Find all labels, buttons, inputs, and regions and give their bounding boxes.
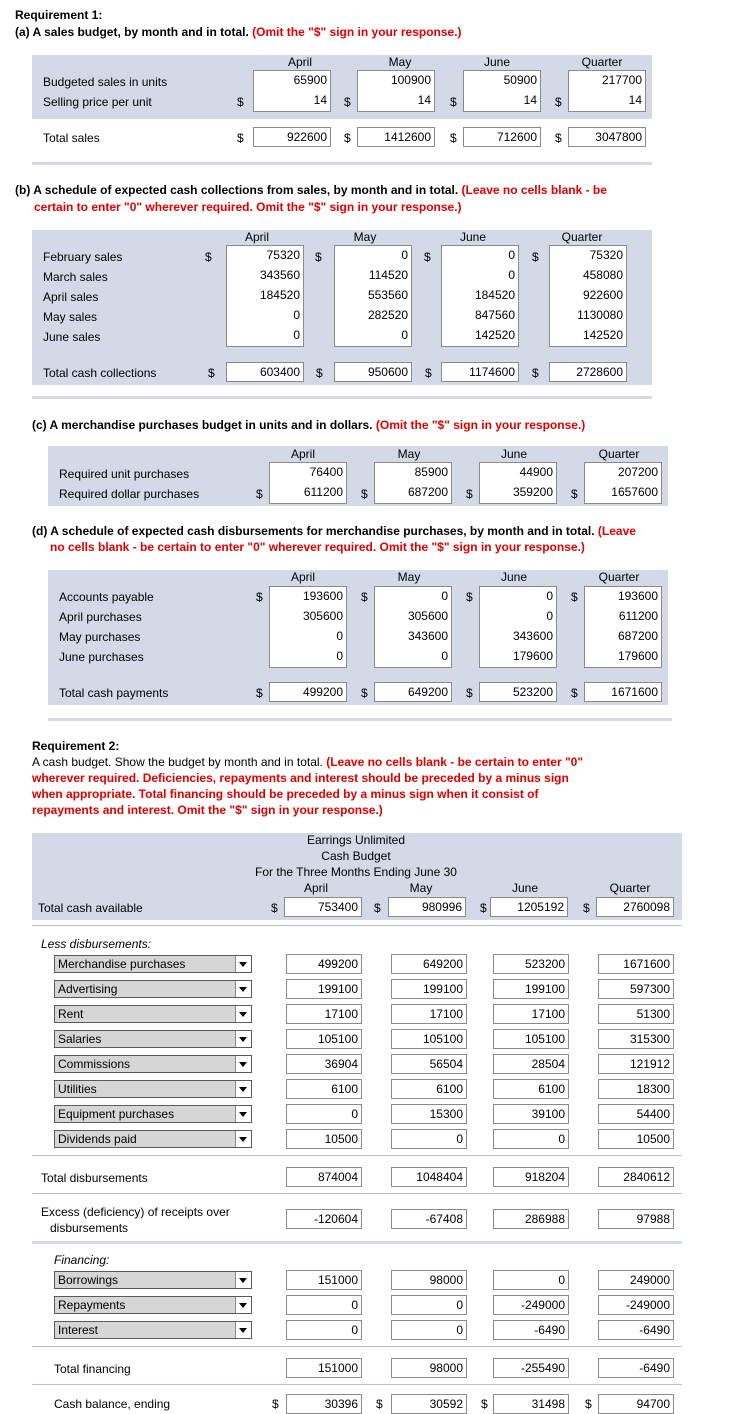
- col-may: May: [388, 55, 412, 69]
- dollar-sign: $: [424, 250, 431, 264]
- collections-row-label: March sales: [43, 270, 108, 284]
- financing-quarter-input[interactable]: 249000: [598, 1270, 674, 1290]
- collections-april-stack: [226, 245, 304, 347]
- dollar-sign: $: [466, 686, 473, 700]
- collections-may-input[interactable]: 553560: [367, 288, 408, 302]
- col-june: June: [511, 881, 539, 895]
- financing-april-input[interactable]: 151000: [286, 1270, 362, 1290]
- less-disbursements-label: Less disbursements:: [41, 937, 152, 951]
- part-b-instruction-line2: certain to enter "0" wherever required. Omit the "$" sign in your response.): [34, 200, 462, 214]
- unit-purchases-april-input[interactable]: 76400: [309, 465, 343, 479]
- collections-june-input[interactable]: 847560: [474, 308, 515, 322]
- purchases-june-stack: [479, 462, 557, 504]
- item-quarter-input[interactable]: 597300: [598, 979, 674, 999]
- total-payments-may-input[interactable]: 649200: [374, 682, 452, 702]
- dollar-purchases-label: Required dollar purchases: [59, 487, 200, 501]
- dollar-sign: $: [532, 250, 539, 264]
- disbursement-type-select[interactable]: Merchandise purchases: [54, 955, 252, 973]
- dollar-purchases-may-input[interactable]: 687200: [407, 485, 448, 499]
- disbursement-april-input[interactable]: 0: [336, 629, 343, 643]
- part-b-instruction-line1: (b) A schedule of expected cash collections from sales, by month and in total. (Leave no cells blank - be: [15, 183, 607, 197]
- col-may: May: [397, 570, 421, 584]
- disbursement-quarter-input[interactable]: 611200: [618, 609, 658, 623]
- item-april-input[interactable]: 105100: [286, 1029, 362, 1049]
- part-c-instruction: (c) A merchandise purchases budget in units and in dollars. (Omit the "$" sign in your response.): [32, 418, 586, 432]
- available-april-input[interactable]: 753400: [284, 897, 362, 917]
- total-disb-quarter-input[interactable]: 2840612: [598, 1167, 674, 1187]
- collections-may-input[interactable]: 114520: [368, 268, 408, 282]
- dollar-sign: $: [376, 1397, 383, 1411]
- company-name: Earrings Unlimited: [306, 833, 406, 847]
- collections-row-label: May sales: [43, 310, 98, 324]
- item-may-input[interactable]: 105100: [391, 1029, 467, 1049]
- dollar-sign: $: [256, 686, 263, 700]
- disbursements-quarter-stack: [584, 586, 662, 668]
- dollar-sign: $: [316, 366, 323, 380]
- financing-type-select[interactable]: Interest: [54, 1321, 252, 1339]
- item-june-input[interactable]: 39100: [493, 1104, 569, 1124]
- total-sales-label: Total sales: [43, 131, 100, 145]
- collections-june-input[interactable]: 184520: [474, 288, 515, 302]
- collections-may-stack: [334, 245, 412, 347]
- dollar-sign: $: [237, 131, 244, 145]
- item-june-input[interactable]: 0: [493, 1129, 569, 1149]
- excess-june-input[interactable]: 286988: [493, 1209, 569, 1229]
- col-may: May: [409, 881, 433, 895]
- dollar-sign: $: [555, 131, 562, 145]
- part-d-instruction-line1: (d) A schedule of expected cash disbursements for merchandise purchases, by month and in total. (Leave: [32, 524, 636, 538]
- dollar-sign: $: [361, 686, 368, 700]
- req2-instruction-line3: when appropriate. Total financing should be preceded by a minus sign when it consist of: [32, 787, 539, 801]
- item-june-input[interactable]: 523200: [493, 954, 569, 974]
- collections-june-input[interactable]: 0: [508, 248, 515, 262]
- total-collections-quarter-input[interactable]: 2728600: [549, 362, 627, 382]
- total-sales-april-input[interactable]: 922600: [253, 127, 331, 147]
- budgeted-units-label: Budgeted sales in units: [43, 75, 168, 89]
- ending-june-input[interactable]: 31498: [493, 1394, 569, 1414]
- budget-period: For the Three Months Ending June 30: [255, 865, 457, 879]
- total-payments-label: Total cash payments: [59, 686, 169, 700]
- col-quarter: Quarter: [561, 230, 603, 244]
- divider: [32, 925, 682, 926]
- item-quarter-input[interactable]: 315300: [598, 1029, 674, 1049]
- collections-quarter-stack: [549, 245, 627, 347]
- available-quarter-input[interactable]: 2760098: [596, 897, 674, 917]
- collections-may-input[interactable]: 0: [401, 248, 408, 262]
- req2-instruction-line2: wherever required. Deficiencies, repayments and interest should be preceded by a minus sign: [32, 771, 569, 785]
- dollar-sign: $: [466, 487, 473, 501]
- dollar-sign: $: [361, 590, 368, 604]
- dollar-sign: $: [361, 487, 368, 501]
- disbursement-type-select[interactable]: Equipment purchases: [54, 1105, 252, 1123]
- total-collections-label: Total cash collections: [43, 366, 157, 380]
- dollar-sign: $: [272, 1397, 279, 1411]
- item-may-input[interactable]: 649200: [391, 954, 467, 974]
- disbursement-row-label: June purchases: [59, 650, 144, 664]
- collections-april-input[interactable]: 184520: [259, 288, 300, 302]
- part-a-label: (a) A sales budget, by month and in total.: [15, 25, 249, 39]
- dollar-sign: $: [571, 590, 578, 604]
- ending-may-input[interactable]: 30592: [391, 1394, 467, 1414]
- item-quarter-input[interactable]: 18300: [598, 1079, 674, 1099]
- col-june: June: [500, 447, 528, 461]
- divider: [32, 396, 652, 399]
- dollar-sign: $: [205, 250, 212, 264]
- total-payments-april-input[interactable]: 499200: [269, 682, 347, 702]
- dollar-sign: $: [450, 95, 457, 109]
- disbursement-may-input[interactable]: 305600: [407, 609, 448, 623]
- chevron-down-icon[interactable]: [235, 1081, 251, 1097]
- divider: [32, 162, 652, 165]
- disbursement-june-input[interactable]: 0: [546, 609, 553, 623]
- total-fin-april-input[interactable]: 151000: [286, 1358, 362, 1378]
- item-april-input[interactable]: 36904: [286, 1054, 362, 1074]
- disbursements-june-stack: [479, 586, 557, 668]
- divider: [32, 1241, 682, 1244]
- item-june-input[interactable]: 28504: [493, 1054, 569, 1074]
- collections-quarter-input[interactable]: 75320: [589, 248, 623, 262]
- total-disbursements-label: Total disbursements: [41, 1171, 148, 1185]
- dollar-sign: $: [480, 901, 487, 915]
- col-april: April: [290, 570, 315, 584]
- col-quarter: Quarter: [598, 447, 640, 461]
- item-april-input[interactable]: 199100: [286, 979, 362, 999]
- collections-june-input[interactable]: 0: [508, 268, 515, 282]
- item-quarter-input[interactable]: 1671600: [598, 954, 674, 974]
- total-fin-quarter-input[interactable]: -6490: [598, 1358, 674, 1378]
- col-may: May: [353, 230, 377, 244]
- col-quarter: Quarter: [609, 881, 651, 895]
- total-cash-available-label: Total cash available: [38, 901, 143, 915]
- excess-april-input[interactable]: -120604: [286, 1209, 362, 1229]
- item-may-input[interactable]: 199100: [391, 979, 467, 999]
- unit-purchases-quarter-input[interactable]: 207200: [617, 465, 658, 479]
- financing-quarter-input[interactable]: -6490: [598, 1320, 674, 1340]
- item-april-input[interactable]: 499200: [286, 954, 362, 974]
- dollar-sign: $: [481, 1397, 488, 1411]
- dollar-purchases-april-input[interactable]: 611200: [303, 485, 343, 499]
- item-april-input[interactable]: 6100: [286, 1079, 362, 1099]
- purchases-may-stack: [374, 462, 452, 504]
- excess-label-line1: Excess (deficiency) of receipts over: [41, 1205, 230, 1219]
- disbursement-may-input[interactable]: 343600: [407, 629, 448, 643]
- dollar-sign: $: [208, 366, 215, 380]
- dollar-sign: $: [256, 590, 263, 604]
- disbursement-june-input[interactable]: 343600: [512, 629, 553, 643]
- disbursement-april-input[interactable]: 0: [336, 649, 343, 663]
- price-quarter-input[interactable]: 14: [628, 93, 642, 107]
- price-april-input[interactable]: 14: [313, 93, 327, 107]
- collections-row-label: April sales: [43, 290, 99, 304]
- disbursement-quarter-input[interactable]: 179600: [617, 649, 658, 663]
- ending-april-input[interactable]: 30396: [286, 1394, 362, 1414]
- unit-purchases-label: Required unit purchases: [59, 467, 190, 481]
- unit-purchases-june-input[interactable]: 44900: [519, 465, 553, 479]
- disbursement-type-select[interactable]: Salaries: [54, 1030, 252, 1048]
- sales-quarter-stack: [568, 70, 646, 112]
- collections-april-input[interactable]: 0: [293, 328, 300, 342]
- total-collections-april-input[interactable]: 603400: [226, 362, 304, 382]
- item-june-input[interactable]: 17100: [493, 1004, 569, 1024]
- dollar-sign: $: [450, 131, 457, 145]
- disbursement-quarter-input[interactable]: 193600: [617, 589, 658, 603]
- units-june-input[interactable]: 50900: [503, 73, 537, 87]
- collections-may-input[interactable]: 282520: [367, 308, 408, 322]
- total-fin-june-input[interactable]: -255490: [493, 1358, 569, 1378]
- dollar-sign: $: [237, 95, 244, 109]
- total-sales-june-input[interactable]: 712600: [463, 127, 541, 147]
- selling-price-label: Selling price per unit: [43, 95, 152, 109]
- chevron-down-icon[interactable]: [235, 1131, 251, 1147]
- dollar-purchases-june-input[interactable]: 359200: [512, 485, 553, 499]
- collections-june-stack: [441, 245, 519, 347]
- disbursement-april-input[interactable]: 305600: [302, 609, 343, 623]
- collections-april-input[interactable]: 343560: [259, 268, 300, 282]
- dollar-sign: $: [344, 131, 351, 145]
- available-june-input[interactable]: 1205192: [490, 897, 568, 917]
- item-may-input[interactable]: 15300: [391, 1104, 467, 1124]
- divider: [32, 1346, 682, 1347]
- financing-june-input[interactable]: -249000: [493, 1295, 569, 1315]
- disbursement-row-label: April purchases: [59, 610, 142, 624]
- units-quarter-input[interactable]: 217700: [601, 73, 642, 87]
- financing-type-select[interactable]: Borrowings: [54, 1271, 252, 1289]
- col-quarter: Quarter: [581, 55, 623, 69]
- chevron-down-icon[interactable]: [235, 1106, 251, 1122]
- item-may-input[interactable]: 0: [391, 1129, 467, 1149]
- price-june-input[interactable]: 14: [523, 93, 537, 107]
- disbursement-june-input[interactable]: 0: [546, 589, 553, 603]
- part-a-note: (Omit the "$" sign in your response.): [252, 25, 462, 39]
- disbursement-type-select[interactable]: Dividends paid: [54, 1130, 252, 1148]
- dollar-sign: $: [583, 901, 590, 915]
- collections-june-input[interactable]: 142520: [474, 328, 515, 342]
- ending-quarter-input[interactable]: 94700: [598, 1394, 674, 1414]
- chevron-down-icon[interactable]: [235, 981, 251, 997]
- disbursements-april-stack: [269, 586, 347, 668]
- dollar-sign: $: [585, 1397, 592, 1411]
- dollar-sign: $: [374, 901, 381, 915]
- dollar-sign: $: [555, 95, 562, 109]
- item-april-input[interactable]: 17100: [286, 1004, 362, 1024]
- col-may: May: [397, 447, 421, 461]
- total-disb-june-input[interactable]: 918204: [493, 1167, 569, 1187]
- part-a-instruction: [15, 25, 462, 39]
- financing-april-input[interactable]: 0: [286, 1320, 362, 1340]
- chevron-down-icon[interactable]: [235, 1297, 251, 1313]
- excess-quarter-input[interactable]: 97988: [598, 1209, 674, 1229]
- financing-type-select[interactable]: Repayments: [54, 1296, 252, 1314]
- item-quarter-input[interactable]: 51300: [598, 1004, 674, 1024]
- item-june-input[interactable]: 105100: [493, 1029, 569, 1049]
- collections-row-label: February sales: [43, 250, 123, 264]
- dollar-sign: $: [571, 487, 578, 501]
- item-june-input[interactable]: 6100: [493, 1079, 569, 1099]
- total-financing-label: Total financing: [54, 1362, 131, 1376]
- dollar-purchases-quarter-input[interactable]: 1657600: [611, 485, 658, 499]
- dollar-sign: $: [315, 250, 322, 264]
- disbursement-quarter-input[interactable]: 687200: [617, 629, 658, 643]
- item-may-input[interactable]: 17100: [391, 1004, 467, 1024]
- chevron-down-icon[interactable]: [235, 1272, 251, 1288]
- col-april: April: [303, 881, 328, 895]
- chevron-down-icon[interactable]: [235, 1056, 251, 1072]
- col-june: June: [500, 570, 528, 584]
- req2-instruction-line1: A cash budget. Show the budget by month and in total. (Leave no cells blank - be certain to enter "0": [32, 755, 584, 769]
- units-may-input[interactable]: 100900: [390, 73, 431, 87]
- disbursement-april-input[interactable]: 193600: [302, 589, 343, 603]
- disbursement-type-select[interactable]: Advertising: [54, 980, 252, 998]
- purchases-quarter-stack: [584, 462, 662, 504]
- total-disb-may-input[interactable]: 1048404: [391, 1167, 467, 1187]
- item-may-input[interactable]: 56504: [391, 1054, 467, 1074]
- col-april: April: [244, 230, 269, 244]
- item-april-input[interactable]: 0: [286, 1104, 362, 1124]
- sales-may-stack: [357, 70, 435, 112]
- total-payments-june-input[interactable]: 523200: [479, 682, 557, 702]
- divider: [32, 1193, 682, 1194]
- divider: [48, 718, 672, 721]
- financing-april-input[interactable]: 0: [286, 1295, 362, 1315]
- excess-label-line2: disbursements: [50, 1221, 129, 1235]
- purchases-april-stack: [269, 462, 347, 504]
- requirement-1-title: Requirement 1:: [15, 8, 103, 22]
- disbursement-may-input[interactable]: 0: [441, 649, 448, 663]
- dollar-sign: $: [466, 590, 473, 604]
- req2-instruction-line4: repayments and interest. Omit the "$" sign in your response.): [32, 803, 383, 817]
- col-june: June: [459, 230, 487, 244]
- requirement-2-title: Requirement 2:: [32, 739, 120, 753]
- chevron-down-icon[interactable]: [235, 1031, 251, 1047]
- col-quarter: Quarter: [598, 570, 640, 584]
- financing-may-input[interactable]: 98000: [391, 1270, 467, 1290]
- financing-quarter-input[interactable]: -249000: [598, 1295, 674, 1315]
- price-may-input[interactable]: 14: [417, 93, 431, 107]
- disbursement-type-select[interactable]: Commissions: [54, 1055, 252, 1073]
- available-may-input[interactable]: 980996: [388, 897, 466, 917]
- financing-june-input[interactable]: -6490: [493, 1320, 569, 1340]
- dollar-sign: $: [425, 366, 432, 380]
- chevron-down-icon[interactable]: [235, 956, 251, 972]
- financing-label: Financing:: [54, 1253, 110, 1267]
- sales-april-stack: [253, 70, 331, 112]
- disbursement-row-label: Accounts payable: [59, 590, 154, 604]
- part-d-instruction-line2: no cells blank - be certain to enter "0" wherever required. Omit the "$" sign in your response.): [50, 540, 585, 554]
- collections-april-input[interactable]: 0: [293, 308, 300, 322]
- financing-june-input[interactable]: 0: [493, 1270, 569, 1290]
- dollar-sign: $: [256, 487, 263, 501]
- collections-quarter-input[interactable]: 922600: [582, 288, 623, 302]
- collections-quarter-input[interactable]: 1130080: [577, 308, 623, 322]
- item-june-input[interactable]: 199100: [493, 979, 569, 999]
- collections-quarter-input[interactable]: 458080: [582, 268, 623, 282]
- dollar-sign: $: [532, 366, 539, 380]
- dollar-sign: $: [571, 686, 578, 700]
- disbursement-type-select[interactable]: Utilities: [54, 1080, 252, 1098]
- sales-june-stack: [463, 70, 541, 112]
- dollar-sign: $: [344, 95, 351, 109]
- units-april-input[interactable]: 65900: [293, 73, 327, 87]
- disbursement-row-label: May purchases: [59, 630, 141, 644]
- collections-may-input[interactable]: 0: [401, 328, 408, 342]
- budget-title: Cash Budget: [321, 849, 391, 863]
- chevron-down-icon[interactable]: [235, 1322, 251, 1338]
- item-quarter-input[interactable]: 10500: [598, 1129, 674, 1149]
- col-april: April: [287, 55, 312, 69]
- col-april: April: [290, 447, 315, 461]
- disbursement-type-select[interactable]: Rent: [54, 1005, 252, 1023]
- total-sales-may-input[interactable]: 1412600: [357, 127, 435, 147]
- total-fin-may-input[interactable]: 98000: [391, 1358, 467, 1378]
- collections-april-input[interactable]: 75320: [266, 248, 300, 262]
- divider: [32, 1155, 682, 1156]
- excess-may-input[interactable]: -67408: [391, 1209, 467, 1229]
- dollar-sign: $: [271, 901, 278, 915]
- item-may-input[interactable]: 6100: [391, 1079, 467, 1099]
- disbursement-may-input[interactable]: 0: [441, 589, 448, 603]
- ending-balance-label: Cash balance, ending: [54, 1397, 171, 1411]
- col-june: June: [483, 55, 511, 69]
- total-disb-april-input[interactable]: 874004: [286, 1167, 362, 1187]
- chevron-down-icon[interactable]: [235, 1006, 251, 1022]
- financing-may-input[interactable]: 0: [391, 1320, 467, 1340]
- collections-quarter-input[interactable]: 142520: [582, 328, 623, 342]
- total-collections-may-input[interactable]: 950600: [334, 362, 412, 382]
- item-quarter-input[interactable]: 121912: [598, 1054, 674, 1074]
- financing-may-input[interactable]: 0: [391, 1295, 467, 1315]
- disbursement-june-input[interactable]: 179600: [512, 649, 553, 663]
- total-payments-quarter-input[interactable]: 1671600: [584, 682, 662, 702]
- total-sales-quarter-input[interactable]: 3047800: [568, 127, 646, 147]
- disbursements-may-stack: [374, 586, 452, 668]
- divider: [32, 1384, 682, 1385]
- total-collections-june-input[interactable]: 1174600: [441, 362, 519, 382]
- item-quarter-input[interactable]: 54400: [598, 1104, 674, 1124]
- unit-purchases-may-input[interactable]: 85900: [414, 465, 448, 479]
- item-april-input[interactable]: 10500: [286, 1129, 362, 1149]
- collections-row-label: June sales: [43, 330, 101, 344]
